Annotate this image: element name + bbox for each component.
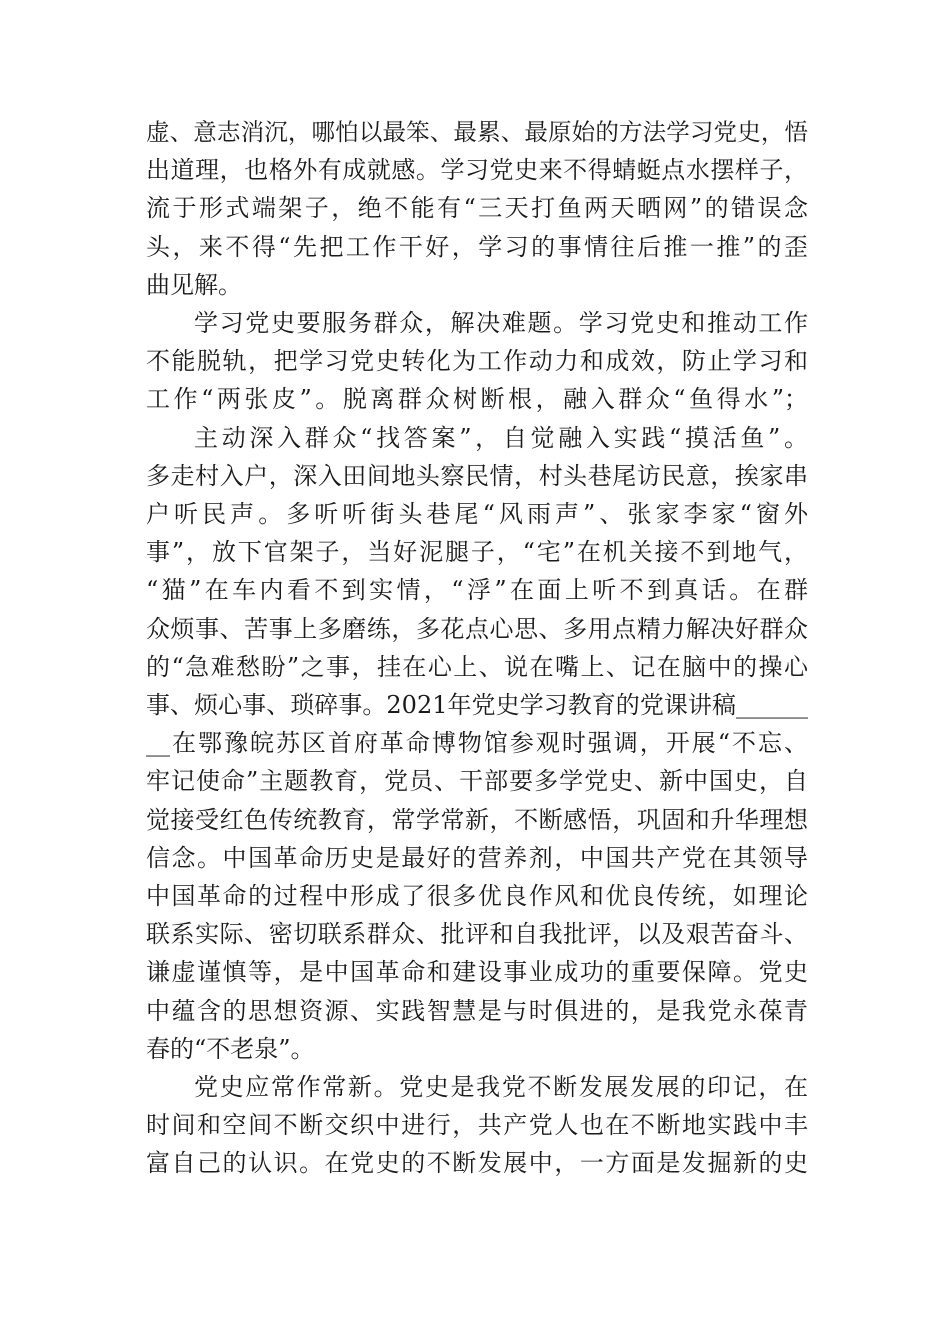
- text-line: 春的“不老泉”。: [146, 1034, 315, 1063]
- paragraph-4: [146, 1068, 808, 1183]
- text-line: 主动深入群众“找答案”，自觉融入实践“摸活鱼”。: [194, 423, 808, 452]
- text-line: 富自己的认识。在党史的不断发展中，一方面是发掘新的史: [146, 1149, 808, 1178]
- text-line: 的“急难愁盼”之事，挂在心上、说在嘴上、记在脑中的操心: [146, 652, 808, 681]
- text-line: 事”，放下官架子，当好泥腿子，“宅”在机关接不到地气，: [146, 538, 808, 567]
- text-line: 头，来不得“先把工作干好，学习的事情往后推一推”的歪: [146, 232, 808, 261]
- text-line: 工作“两张皮”。脱离群众树断根，融入群众“鱼得水”；: [146, 385, 808, 414]
- text-line: 曲见解。: [146, 270, 242, 299]
- text-line: 多走村入户，深入田间地头察民情，村头巷尾访民意，挨家串: [146, 461, 808, 490]
- text-line: 觉接受红色传统教育，常学常新，不断感悟，巩固和升华理想: [146, 805, 808, 834]
- text-line: 户听民声。多听听街头巷尾“风雨声”、张家李家“窗外: [146, 500, 808, 529]
- text-line: 牢记使命”主题教育，党员、干部要多学党史、新中国史，自: [146, 767, 808, 796]
- text-line: 不能脱轨，把学习党史转化为工作动力和成效，防止学习和: [146, 347, 808, 376]
- text-line: 中蕴含的思想资源、实践智慧是与时俱进的，是我党永葆青: [146, 996, 808, 1025]
- text-line: 事、烦心事、琐碎事。2021年党史学习教育的党课讲稿______: [146, 691, 808, 720]
- document-page: [146, 113, 808, 1183]
- paragraph-1: [146, 113, 808, 304]
- text-line: 联系实际、密切联系群众、批评和自我批评，以及艰苦奋斗、: [146, 920, 808, 949]
- text-line: 谦虚谨慎等，是中国革命和建设事业成功的重要保障。党史: [146, 958, 808, 987]
- text-line: 流于形式端架子，绝不能有“三天打鱼两天晒网”的错误念: [146, 194, 808, 223]
- text-line: 虚、意志消沉，哪怕以最笨、最累、最原始的方法学习党史，悟: [146, 118, 808, 146]
- text-line: 出道理，也格外有成就感。学习党史来不得蜻蜓点水摆样子，: [146, 156, 808, 185]
- paragraph-3: [146, 419, 808, 1068]
- text-line: “猫”在车内看不到实情，“浮”在面上听不到真话。在群: [146, 576, 808, 605]
- text-line: 党史应常作常新。党史是我党不断发展发展的印记，在: [194, 1073, 808, 1102]
- text-line: 信念。中国革命历史是最好的营养剂，中国共产党在其领导: [146, 843, 808, 872]
- text-line: 时间和空间不断交织中进行，共产党人也在不断地实践中丰: [146, 1111, 808, 1140]
- text-line: __在鄂豫皖苏区首府革命博物馆参观时强调，开展“不忘、: [146, 729, 808, 758]
- text-line: 众烦事、苦事上多磨练，多花点心思、多用点精力解决好群众: [146, 614, 808, 643]
- text-line: 学习党史要服务群众，解决难题。学习党史和推动工作: [194, 309, 808, 338]
- paragraph-2: [146, 304, 808, 419]
- text-line: 中国革命的过程中形成了很多优良作风和优良传统，如理论: [146, 882, 808, 911]
